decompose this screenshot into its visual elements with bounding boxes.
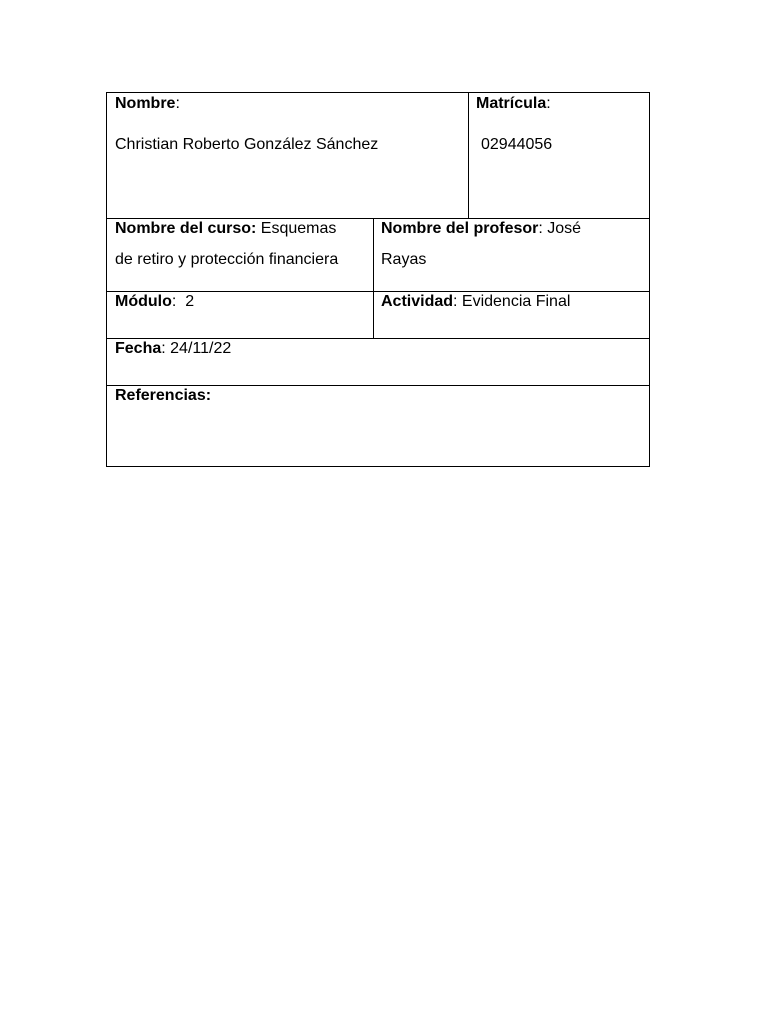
profesor-value-line2: Rayas	[381, 251, 427, 268]
nombre-label: Nombre	[115, 95, 176, 112]
curso-label: Nombre del curso:	[115, 220, 257, 237]
nombre-colon: :	[175, 95, 180, 112]
nombre-value: Christian Roberto González Sánchez	[115, 136, 379, 153]
matricula-label: Matrícula	[476, 95, 547, 112]
modulo-label: Módulo	[115, 293, 172, 310]
matricula-value: 02944056	[481, 136, 553, 153]
fecha-cell	[107, 333, 649, 364]
referencias-label: Referencias:	[115, 387, 212, 404]
fecha-label: Fecha	[115, 340, 162, 357]
curso-cell	[107, 213, 373, 275]
profesor-label: Nombre del profesor	[381, 220, 539, 237]
profesor-value-line1: : José	[538, 220, 582, 237]
fecha-value: : 24/11/22	[161, 340, 232, 357]
cover-table	[106, 92, 650, 467]
actividad-label: Actividad	[381, 293, 454, 310]
referencias-cell	[107, 380, 649, 411]
actividad-value: : Evidencia Final	[453, 293, 571, 310]
modulo-cell	[107, 286, 373, 317]
actividad-cell	[373, 286, 649, 317]
curso-value-line1: Esquemas	[256, 220, 337, 237]
modulo-value: : 2	[171, 293, 195, 310]
nombre-cell	[107, 88, 468, 160]
curso-value-line2: de retiro y protección financiera	[115, 251, 339, 268]
profesor-cell	[373, 213, 649, 275]
matricula-colon: :	[546, 95, 551, 112]
matricula-cell	[468, 88, 649, 160]
